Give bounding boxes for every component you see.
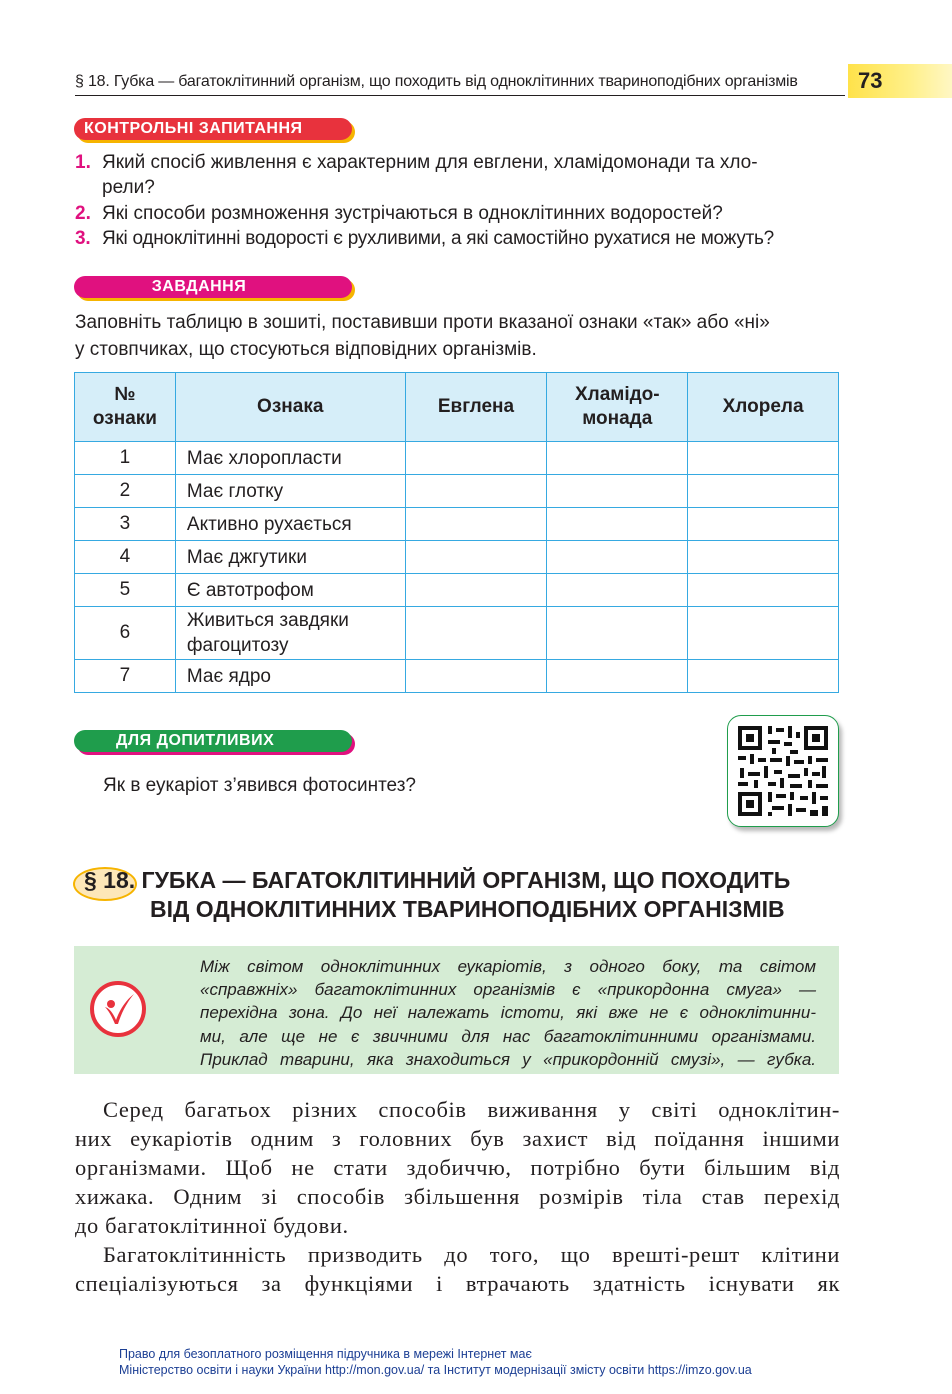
intro-text: Між світом одноклітинних еукаріотів, з одного боку, та світом «справжніх» багатоклітинних організмів є «прикордонна смуга» — перехідна зона. До неї належать істоти, які вже не є одноклітинни- ми, але ще не є звичними для нас багатоклітинними організмами. Приклад тварини, яка знаходиться у «прикордонній смузі», — губка.: [200, 957, 816, 1069]
row-number: 2: [75, 475, 176, 508]
row-feature: Має хлоропласти: [175, 442, 405, 475]
task-instruction: Заповніть таблицю в зошиті, поставивши проти вказаної ознаки «так» або «ні» у стовпчиках, що стосуються відповідних організмів.: [75, 312, 770, 360]
question-number: 1.: [75, 152, 91, 173]
cell-euglena: [405, 607, 547, 660]
question-3: 3. Які одноклітинні водорості є рухливими, а які самостійно рухатися не можуть?: [75, 228, 774, 249]
license-footer: Право для безоплатного розміщення підручника в мережі Інтернет має Міністерство освіти і науки України http://mon.gov.ua/ та Інститут модернізації змісту освіти https://imzo.gov.ua: [119, 1347, 752, 1377]
section-title: § 18. ГУБКА — БАГАТОКЛІТИННИЙ ОРГАНІЗМ, ЩО ПОХОДИТЬ ВІД ОДНОКЛІТИННИХ ТВАРИНОПОДІБНИХ ОРГАНІЗМІВ: [84, 867, 791, 922]
check-mark-icon: [89, 980, 147, 1038]
cell-chlorella: [688, 660, 839, 693]
table-row: [75, 574, 839, 607]
question-1: 1. Який спосіб живлення є характерним для евглени, хламідомонади та хло- рели?: [75, 152, 758, 198]
task-label: ЗАВДАННЯ: [74, 276, 352, 298]
body-paragraph-1: Серед багатьох різних способів виживання у світі одноклітин- них еукаріотів одним з головних був захист від поїдання іншими організмами. Щоб не стати здобиччю, потрібно бути більшим від хижака. Одним зі способів збільшення розмірів тіла став перехід до багатоклітинної будови.: [75, 1097, 840, 1238]
question-number: 2.: [75, 203, 91, 224]
cell-euglena: [405, 508, 547, 541]
row-number: 5: [75, 574, 176, 607]
header-euglena: Евглена: [405, 373, 547, 442]
qr-code-icon: [728, 716, 838, 826]
question-number: 3.: [75, 228, 91, 249]
header-feature-number: № ознаки: [75, 373, 176, 442]
cell-chlamydomonas: [547, 660, 688, 693]
cell-chlorella: [688, 541, 839, 574]
cell-euglena: [405, 442, 547, 475]
body-paragraph-2: Багатоклітинність призводить до того, що врешті-решт клітини спеціалізуються за функціями і втрачають здатність існувати як: [75, 1242, 840, 1296]
cell-chlamydomonas: [547, 508, 688, 541]
table-row: [75, 660, 839, 693]
table-row: [75, 541, 839, 574]
cell-chlorella: [688, 508, 839, 541]
cell-chlorella: [688, 475, 839, 508]
curious-label: ДЛЯ ДОПИТЛИВИХ: [74, 730, 352, 752]
table-row: [75, 442, 839, 475]
qr-code[interactable]: [727, 715, 839, 827]
cell-chlorella: [688, 442, 839, 475]
row-feature: Має ядро: [175, 660, 405, 693]
curious-question: Як в еукаріот з’явився фотосинтез?: [103, 775, 416, 796]
question-2: 2. Які способи розмноження зустрічаються в одноклітинних водоростей?: [75, 203, 723, 224]
row-number: 6: [75, 607, 176, 660]
row-number: 1: [75, 442, 176, 475]
cell-euglena: [405, 541, 547, 574]
cell-chlamydomonas: [547, 574, 688, 607]
page-number: 73: [858, 68, 883, 93]
table-row: [75, 475, 839, 508]
header-feature: Ознака: [175, 373, 405, 442]
row-feature: Має глотку: [175, 475, 405, 508]
cell-chlamydomonas: [547, 475, 688, 508]
row-feature: Має джгутики: [175, 541, 405, 574]
row-number: 7: [75, 660, 176, 693]
section-number: § 18.: [84, 867, 136, 893]
features-table: [74, 372, 839, 693]
header-rule: [75, 95, 845, 96]
control-questions-label: КОНТРОЛЬНІ ЗАПИТАННЯ: [74, 118, 352, 140]
row-number: 3: [75, 508, 176, 541]
cell-chlorella: [688, 574, 839, 607]
row-feature: Живиться завдяки фагоцитозу: [175, 607, 405, 660]
cell-euglena: [405, 475, 547, 508]
table-header-row: [75, 373, 839, 442]
table-row: [75, 607, 839, 660]
cell-chlamydomonas: [547, 607, 688, 660]
cell-chlamydomonas: [547, 541, 688, 574]
cell-euglena: [405, 660, 547, 693]
cell-chlorella: [688, 607, 839, 660]
table-row: [75, 508, 839, 541]
header-chlamydomonas: Хламідо- монада: [547, 373, 688, 442]
header-chlorella: Хлорела: [688, 373, 839, 442]
cell-euglena: [405, 574, 547, 607]
cell-chlamydomonas: [547, 442, 688, 475]
running-header: § 18. Губка — багатоклітинний організм, що походить від одноклітинних твариноподібних організмів: [75, 73, 798, 90]
row-feature: Є автотрофом: [175, 574, 405, 607]
row-number: 4: [75, 541, 176, 574]
row-feature: Активно рухається: [175, 508, 405, 541]
